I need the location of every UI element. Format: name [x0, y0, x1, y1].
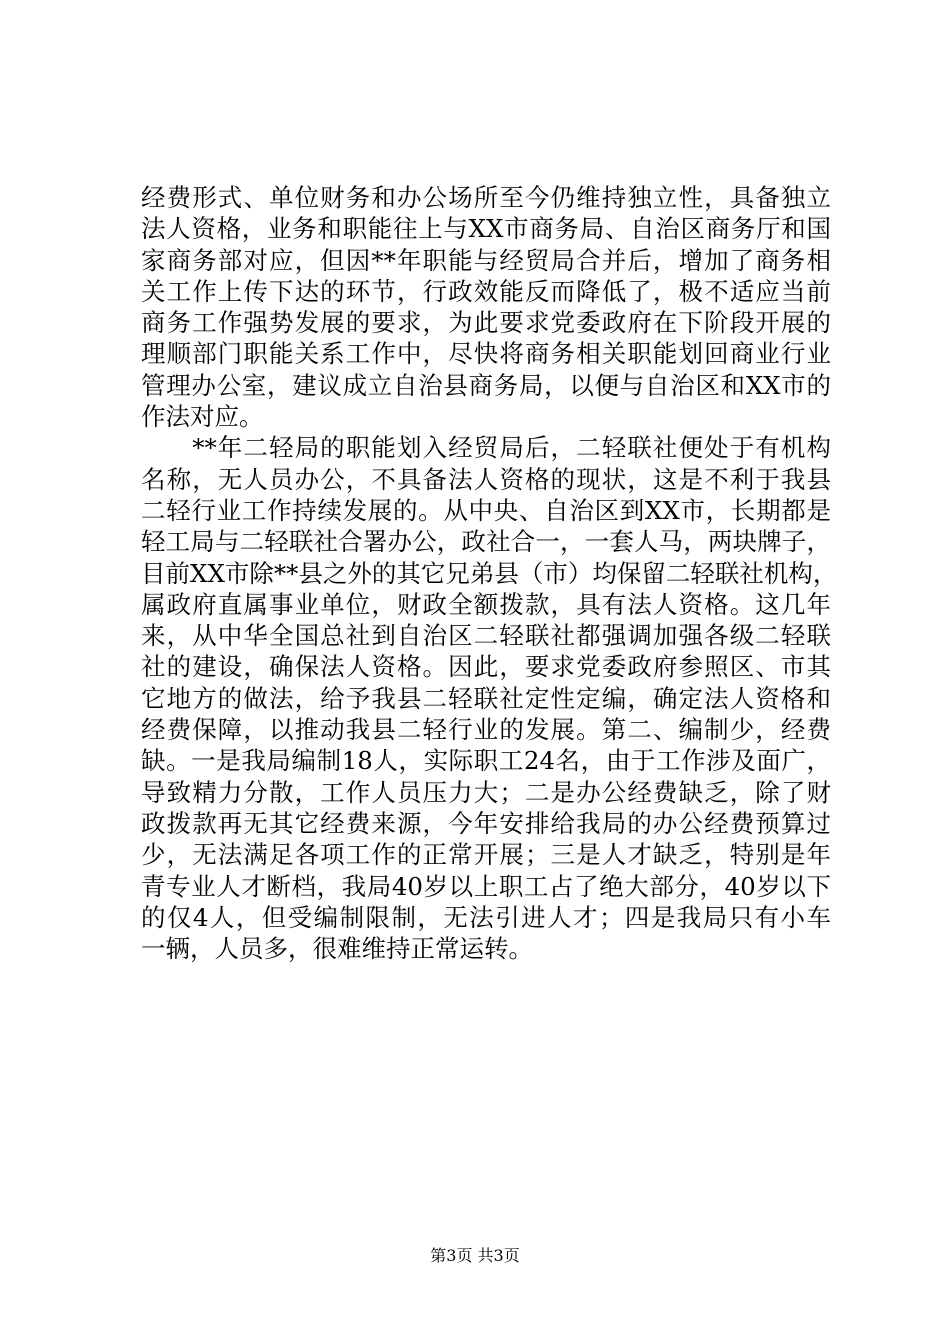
- text-line: 名称，无人员办公，不具备法人资格的现状，这是不利于我县: [141, 464, 831, 494]
- text-line: 的仅4人，但受编制限制，无法引进人才；四是我局只有小车: [141, 902, 831, 932]
- paragraph-1: [141, 182, 831, 432]
- text-line: 来，从中华全国总社到自治区二轻联社都强调加强各级二轻联: [141, 621, 831, 651]
- text-line: 轻工局与二轻联社合署办公，政社合一，一套人马，两块牌子，: [141, 527, 831, 557]
- text-line: 作法对应。: [141, 402, 264, 432]
- text-line: 管理办公室，建议成立自治县商务局，以便与自治区和XX市的: [141, 370, 831, 400]
- text-line: 目前XX市除**县之外的其它兄弟县（市）均保留二轻联社机构，: [141, 558, 838, 588]
- text-line: 社的建设，确保法人资格。因此，要求党委政府参照区、市其: [141, 652, 831, 682]
- text-line: 它地方的做法，给予我县二轻联社定性定编，确定法人资格和: [141, 683, 831, 713]
- text-line: 青专业人才断档，我局40岁以上职工占了绝大部分，40岁以下: [141, 871, 831, 901]
- text-line: 缺。一是我局编制18人，实际职工24名，由于工作涉及面广，: [141, 746, 831, 776]
- text-line: 二轻行业工作持续发展的。从中央、自治区到XX市，长期都是: [141, 495, 831, 525]
- text-line: 商务工作强势发展的要求，为此要求党委政府在下阶段开展的: [141, 308, 831, 338]
- text-line: 经费保障，以推动我县二轻行业的发展。第二、编制少，经费: [141, 715, 831, 745]
- text-line: 理顺部门职能关系工作中，尽快将商务相关职能划回商业行业: [141, 339, 831, 369]
- text-line: 属政府直属事业单位，财政全额拨款，具有法人资格。这几年: [141, 589, 831, 619]
- text-line: 法人资格，业务和职能往上与XX市商务局、自治区商务厅和国: [141, 214, 831, 244]
- page-footer: 第3页 共3页: [430, 1246, 520, 1265]
- paragraph-2: [141, 432, 838, 964]
- document-body: [141, 182, 838, 964]
- text-line: **年二轻局的职能划入经贸局后，二轻联社便处于有机构: [141, 433, 831, 463]
- text-line: 导致精力分散，工作人员压力大；二是办公经费缺乏，除了财: [141, 777, 831, 807]
- text-line: 政拨款再无其它经费来源，今年安排给我局的办公经费预算过: [141, 808, 831, 838]
- text-line: 经费形式、单位财务和办公场所至今仍维持独立性，具备独立: [141, 183, 831, 212]
- text-line: 一辆，人员多，很难维持正常运转。: [141, 934, 533, 964]
- text-line: 家商务部对应，但因**年职能与经贸局合并后，增加了商务相: [141, 245, 831, 275]
- text-line: 少，无法满足各项工作的正常开展；三是人才缺乏，特别是年: [141, 840, 831, 870]
- text-line: 关工作上传下达的环节，行政效能反而降低了，极不适应当前: [141, 276, 831, 306]
